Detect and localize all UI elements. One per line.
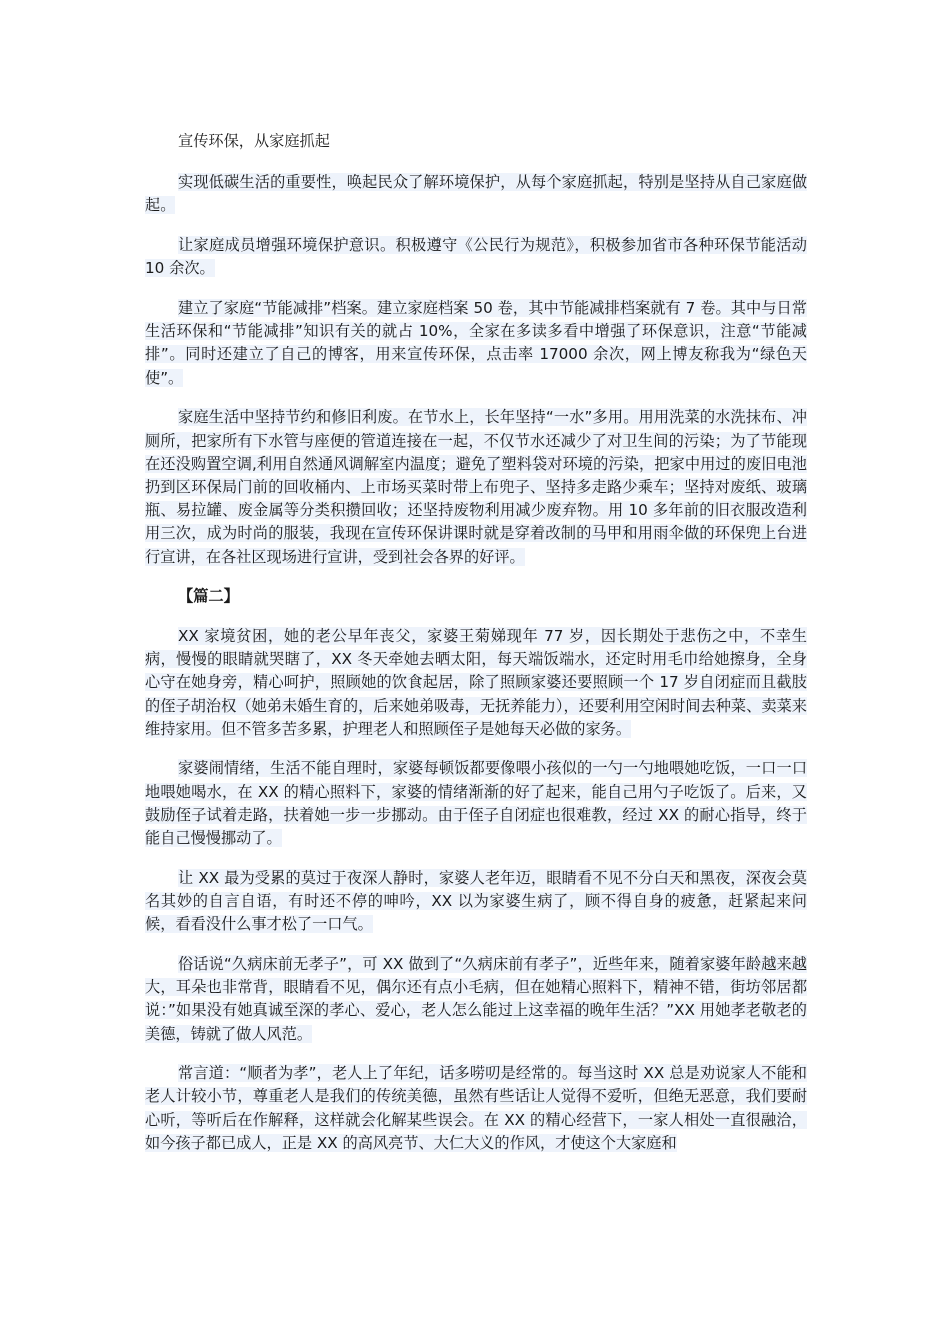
- paragraph-6-text: 家婆闹情绪，生活不能自理时，家婆每顿饭都要像喂小孩似的一勺一勺地喂她吃饭，一口一口地喂她喝水，在 XX 的精心照料下，家婆的情绪渐渐的好了起来，能自己用勺子吃饭了。后来，又鼓励侄子试着走路，扶着她一步一步挪动。由于侄子自闭症也很难教，经过 XX 的耐心指导，终于能自己慢慢挪动了。: [145, 759, 807, 848]
- document-body: [145, 130, 807, 1172]
- paragraph-3-text: 建立了家庭“节能减排”档案。建立家庭档案 50 卷，其中节能减排档案就有 7 卷。其中与日常生活环保和“节能减排”知识有关的就占 10%，全家在多读多看中增强了环保意识，注意“节能减排”。同时还建立了自己的博客，用来宣传环保，点击率 17000 余次，网上博友称我为“绿色天使”。: [145, 299, 807, 387]
- paragraph-5: [145, 625, 807, 741]
- paragraph-2: [145, 234, 807, 280]
- paragraph-6: [145, 757, 807, 850]
- section-heading-text: 【篇二】: [178, 587, 239, 606]
- paragraph-1-text: 实现低碳生活的重要性，唤起民众了解环境保护，从每个家庭抓起，特别是坚持从自己家庭做起。: [145, 173, 807, 215]
- paragraph-4-text: 家庭生活中坚持节约和修旧利废。在节水上，长年坚持“一水”多用。用用洗菜的水洗抹布、冲厕所，把家所有下水管与座便的管道连接在一起，不仅节水还减少了对卫生间的污染；为了节能现在还没购置空调,利用自然通风调解室内温度；避免了塑料袋对环境的污染，把家中用过的废旧电池扔到区环保局门前的回收桶内、上市场买菜时带上布兜子、坚持多走路少乘车；坚持对废纸、玻璃瓶、易拉罐、废金属等分类积攒回收；还坚持废物利用减少废弃物。用 10 多年前的旧衣服改造利用三次，成为时尚的服装，我现在宣传环保讲课时就是穿着改制的马甲和用雨伞做的环保兜上台进行宣讲，在各社区现场进行宣讲，受到社会各界的好评。: [145, 408, 807, 566]
- paragraph-4: [145, 406, 807, 568]
- document-title: [145, 130, 807, 153]
- paragraph-9: [145, 1062, 807, 1155]
- paragraph-9-text: 常言道：“顺者为孝”，老人上了年纪，话多唠叨是经常的。每当这时 XX 总是劝说家人不能和老人计较小节，尊重老人是我们的传统美德，虽然有些话让人觉得不爱听，但绝无恶意，我们要耐心听，等听后在作解释，这样就会化解某些误会。在 XX 的精心经营下，一家人相处一直很融洽，如今孩子都已成人，正是 XX 的高风亮节、大仁大义的作风，才使这个大家庭和: [145, 1064, 807, 1152]
- section-heading: [145, 585, 807, 608]
- paragraph-8-text: 俗话说“久病床前无孝子”，可 XX 做到了“久病床前有孝子”，近些年来，随着家婆年龄越来越大，耳朵也非常背，眼睛看不见，偶尔还有点小毛病，但在她精心照料下，精神不错，街坊邻居都说：”如果没有她真诚至深的孝心、爱心，老人怎么能过上这幸福的晚年生活？”XX 用她孝老敬老的美德，铸就了做人风范。: [145, 954, 807, 1043]
- paragraph-7: [145, 867, 807, 937]
- paragraph-2-text: 让家庭成员增强环境保护意识。积极遵守《公民行为规范》，积极参加省市各种环保节能活动 10 余次。: [145, 236, 807, 278]
- paragraph-5-text: XX 家境贫困，她的老公早年丧父，家婆王菊娣现年 77 岁，因长期处于悲伤之中，不幸生病，慢慢的眼睛就哭瞎了，XX 冬天牵她去晒太阳，每天端饭端水，还定时用毛巾给她擦身，全身心守在她身旁，精心呵护，照顾她的饮食起居，除了照顾家婆还要照顾一个 17 岁自闭症而且截肢的侄子胡治权（她弟未婚生育的，后来她弟吸毒，无抚养能力），还要利用空闲时间去种菜、卖菜来维持家用。但不管多苦多累，护理老人和照顾侄子是她每天必做的家务。: [145, 626, 807, 738]
- paragraph-7-text: 让 XX 最为受累的莫过于夜深人静时，家婆人老年迈，眼睛看不见不分白天和黑夜，深夜会莫名其妙的自言自语，有时还不停的呻吟，XX 以为家婆生病了，顾不得自身的疲惫，赶紧起来问候，看看没什么事才松了一口气。: [145, 868, 807, 934]
- paragraph-3: [145, 297, 807, 390]
- paragraph-1: [145, 171, 807, 217]
- document-title-text: 宣传环保，从家庭抓起: [178, 132, 330, 150]
- paragraph-8: [145, 953, 807, 1046]
